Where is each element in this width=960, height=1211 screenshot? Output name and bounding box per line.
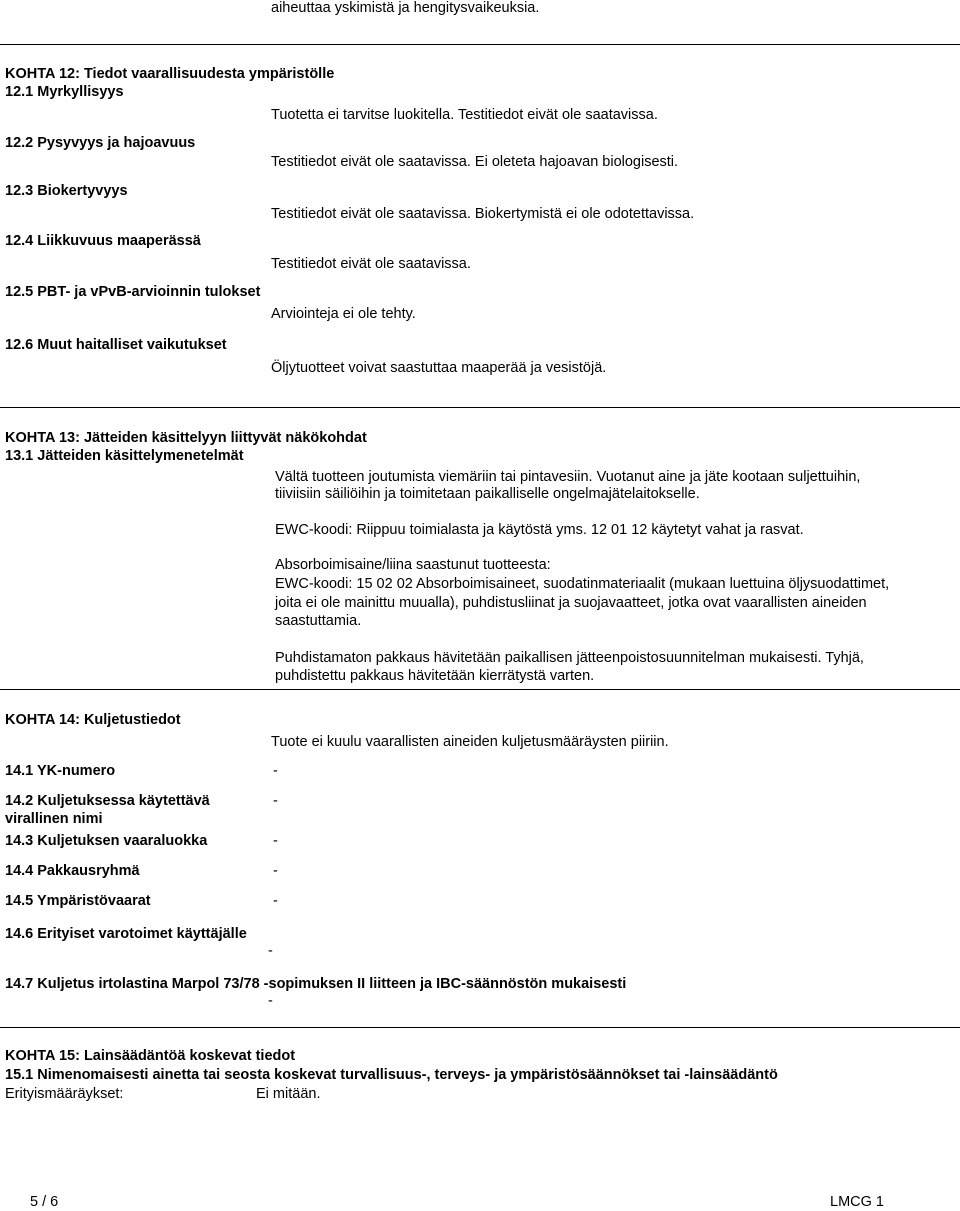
- section-divider: [0, 407, 960, 408]
- row-value-12-3: Testitiedot eivät ole saatavissa. Biokertymistä ei ole odotettavissa.: [271, 206, 695, 222]
- section-divider: [0, 44, 960, 45]
- row-value-special-provisions: Ei mitään.: [256, 1086, 321, 1102]
- row-value-12-2: Testitiedot eivät ole saatavissa. Ei oleteta hajoavan biologisesti.: [271, 154, 679, 170]
- continued-text: aiheuttaa yskimistä ja hengitysvaikeuksia.: [271, 0, 540, 16]
- waste-paragraph-1-line-1: Vältä tuotteen joutumista viemäriin tai pintavesiin. Vuotanut aine ja jäte kootaan suljettuihin,: [275, 469, 861, 485]
- waste-paragraph-3-line-2: EWC-koodi: 15 02 02 Absorboimisaineet, suodatinmateriaalit (mukaan luettuina öljysuodattimet,: [275, 576, 890, 592]
- waste-paragraph-3-line-1: Absorboimisaine/liina saastunut tuotteesta:: [275, 557, 551, 573]
- row-label-12-5: 12.5 PBT- ja vPvB-arvioinnin tulokset: [5, 284, 261, 300]
- row-label-13-1: 13.1 Jätteiden käsittelymenetelmät: [5, 448, 244, 464]
- section-12-heading: KOHTA 12: Tiedot vaarallisuudesta ympäristölle: [5, 66, 335, 82]
- waste-paragraph-3-line-4: saastuttamia.: [275, 613, 362, 629]
- row-value-12-5: Arviointeja ei ole tehty.: [271, 306, 416, 322]
- row-value-12-1: Tuotetta ei tarvitse luokitella. Testitiedot eivät ole saatavissa.: [271, 107, 658, 123]
- row-value-14-1: -: [273, 763, 278, 779]
- page-number: 5 / 6: [30, 1194, 59, 1210]
- section-14-heading: KOHTA 14: Kuljetustiedot: [5, 712, 181, 728]
- section-divider: [0, 1027, 960, 1028]
- row-label-14-7: 14.7 Kuljetus irtolastina Marpol 73/78 -sopimuksen II liitteen ja IBC-säännöstön mukaisesti: [5, 976, 627, 992]
- divider-mark: [254, 44, 272, 45]
- section-divider: [0, 689, 960, 690]
- document-code: LMCG 1: [830, 1194, 884, 1210]
- row-value-14-5: -: [273, 893, 278, 909]
- row-label-14-1: 14.1 YK-numero: [5, 763, 116, 779]
- row-label-15-1: 15.1 Nimenomaisesti ainetta tai seosta koskevat turvallisuus-, terveys- ja ympäristösäännökset tai -lainsäädäntö: [5, 1067, 778, 1083]
- section-13-heading: KOHTA 13: Jätteiden käsittelyyn liittyvät näkökohdat: [5, 430, 367, 446]
- waste-paragraph-3-line-3: joita ei ole mainittu muualla), puhdistusliinat ja suojavaatteet, jotka ovat vaarallisten aineiden: [275, 595, 867, 611]
- row-label-12-4: 12.4 Liikkuvuus maaperässä: [5, 233, 201, 249]
- row-label-14-6: 14.6 Erityiset varotoimet käyttäjälle: [5, 926, 247, 942]
- waste-paragraph-1-line-2: tiiviisiin säiliöihin ja toimitetaan paikalliselle ongelmajätelaitokselle.: [275, 486, 700, 502]
- row-value-12-4: Testitiedot eivät ole saatavissa.: [271, 256, 471, 272]
- row-label-14-3: 14.3 Kuljetuksen vaaraluokka: [5, 833, 208, 849]
- row-value-14-4: -: [273, 863, 278, 879]
- transport-intro: Tuote ei kuulu vaarallisten aineiden kuljetusmääräysten piiriin.: [271, 734, 669, 750]
- row-value-14-3: -: [273, 833, 278, 849]
- row-label-14-5: 14.5 Ympäristövaarat: [5, 893, 151, 909]
- row-label-12-3: 12.3 Biokertyvyys: [5, 183, 128, 199]
- divider-mark: [254, 689, 272, 690]
- section-15-heading: KOHTA 15: Lainsäädäntöä koskevat tiedot: [5, 1048, 296, 1064]
- row-label-special-provisions: Erityismääräykset:: [5, 1086, 124, 1102]
- row-value-12-6: Öljytuotteet voivat saastuttaa maaperää ja vesistöjä.: [271, 360, 607, 376]
- row-label-14-2-line-2: virallinen nimi: [5, 811, 103, 827]
- row-value-14-7: -: [268, 993, 273, 1009]
- row-label-12-1: 12.1 Myrkyllisyys: [5, 84, 124, 100]
- row-label-14-2-line-1: 14.2 Kuljetuksessa käytettävä: [5, 793, 210, 809]
- divider-mark: [254, 407, 272, 408]
- row-label-12-2: 12.2 Pysyvyys ja hajoavuus: [5, 135, 196, 151]
- waste-paragraph-4-line-2: puhdistettu pakkaus hävitetään kierrätystä varten.: [275, 668, 595, 684]
- waste-paragraph-2: EWC-koodi: Riippuu toimialasta ja käytöstä yms. 12 01 12 käytetyt vahat ja rasvat.: [275, 522, 804, 538]
- row-label-12-6: 12.6 Muut haitalliset vaikutukset: [5, 337, 227, 353]
- waste-paragraph-4-line-1: Puhdistamaton pakkaus hävitetään paikallisen jätteenpoistosuunnitelman mukaisesti. Tyhjä,: [275, 650, 864, 666]
- row-label-14-4: 14.4 Pakkausryhmä: [5, 863, 140, 879]
- row-value-14-2: -: [273, 793, 278, 809]
- row-value-14-6: -: [268, 943, 273, 959]
- divider-mark: [254, 1027, 272, 1028]
